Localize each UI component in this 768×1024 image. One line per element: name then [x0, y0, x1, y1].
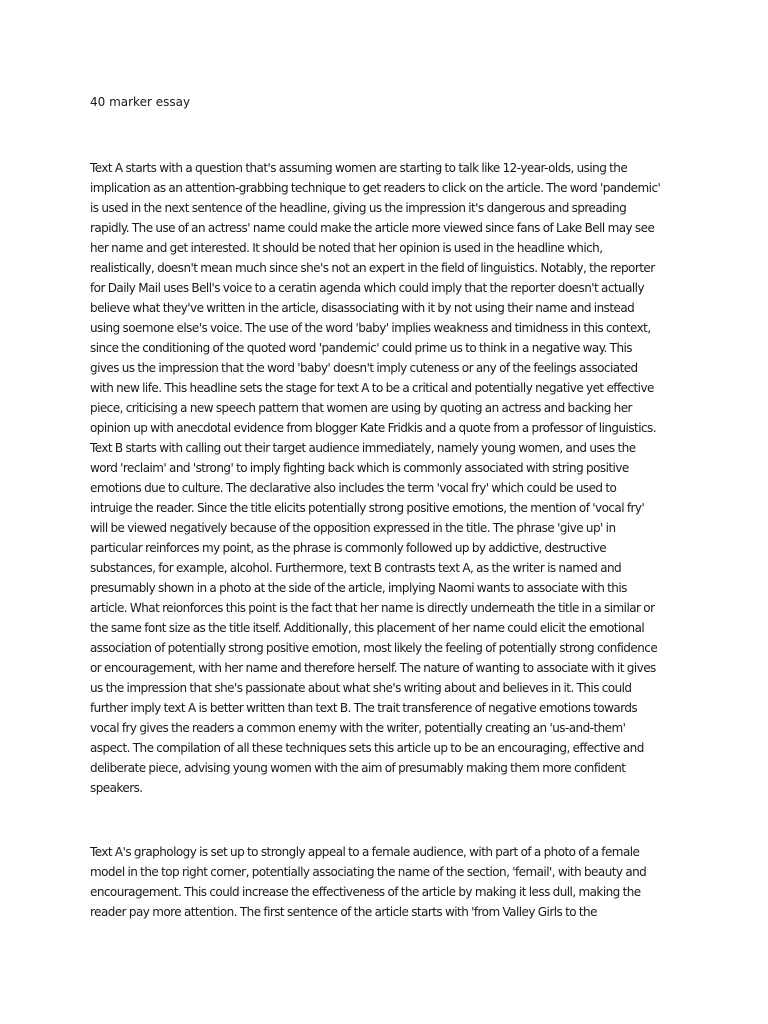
- paragraph-line: Text A's graphology is set up to strongly appeal to a female audience, with part of a photo of a female: [90, 845, 640, 859]
- paragraph-line: realistically, doesn't mean much since she's not an expert in the field of linguistics. Notably, the reporter: [90, 261, 655, 275]
- paragraph-line: piece, criticising a new speech pattern that women are using by quoting an actress and backing her: [90, 401, 632, 415]
- paragraph-line: or encouragement, with her name and therefore herself. The nature of wanting to associate with it gives: [90, 661, 656, 675]
- paragraph-line: word 'reclaim' and 'strong' to imply fighting back which is commonly associated with string positive: [90, 461, 629, 475]
- paragraph-line: particular reinforces my point, as the phrase is commonly followed up by addictive, destructive: [90, 541, 607, 555]
- paragraph-line: using soemone else's voice. The use of the word 'baby' implies weakness and timidness in this context,: [90, 321, 651, 335]
- paragraph-line: reader pay more attention. The first sentence of the article starts with 'from Valley Girls to the: [90, 905, 597, 919]
- paragraph-line: implication as an attention-grabbing technique to get readers to click on the article. The word 'pandemic': [90, 181, 661, 195]
- document-title: 40 marker essay: [90, 95, 191, 109]
- paragraph-line: intruige the reader. Since the title elicits potentially strong positive emotions, the mention of 'vocal fry': [90, 501, 645, 515]
- paragraph-line: for Daily Mail uses Bell's voice to a ceratin agenda which could imply that the reporter doesn't actually: [90, 281, 645, 295]
- paragraph-line: association of potentially strong positive emotion, most likely the feeling of potentially strong confidence: [90, 641, 658, 655]
- paragraph-line: Text B starts with calling out their target audience immediately, namely young women, and uses the: [90, 441, 636, 455]
- paragraph-line: believe what they've written in the article, disassociating with it by not using their name and instead: [90, 301, 635, 315]
- paragraph-line: further imply text A is better written than text B. The trait transference of negative emotions towards: [90, 701, 638, 715]
- paragraph-line: Text A starts with a question that's assuming women are starting to talk like 12-year-olds, using the: [90, 161, 628, 175]
- paragraph-line: is used in the next sentence of the headline, giving us the impression it's dangerous and spreading: [90, 201, 627, 215]
- paragraph-line: speakers.: [90, 781, 143, 795]
- paragraph-line: encouragement. This could increase the effectiveness of the article by making it less dull, making the: [90, 885, 641, 899]
- paragraph-line: model in the top right corner, potentially associating the name of the section, 'femail', with beauty and: [90, 865, 647, 879]
- paragraph-line: since the conditioning of the quoted word 'pandemic' could prime us to think in a negative way. This: [90, 341, 632, 355]
- paragraph-line: article. What reionforces this point is the fact that her name is directly underneath the title in a similar or: [90, 601, 655, 615]
- paragraph-line: gives us the impression that the word 'baby' doesn't imply cuteness or any of the feelings associated: [90, 361, 638, 375]
- paragraph-line: aspect. The compilation of all these techniques sets this article up to be an encouraging, effective and: [90, 741, 644, 755]
- paragraph-line: with new life. This headline sets the stage for text A to be a critical and potentially negative yet effective: [90, 381, 654, 395]
- paragraph-line: vocal fry gives the readers a common enemy with the writer, potentially creating an 'us-and-them': [90, 721, 626, 735]
- paragraph-line: opinion up with anecdotal evidence from blogger Kate Fridkis and a quote from a professor of linguistics.: [90, 421, 656, 435]
- paragraph-line: her name and get interested. It should be noted that her opinion is used in the headline which,: [90, 241, 603, 255]
- paragraph-line: presumably shown in a photo at the side of the article, implying Naomi wants to associate with this: [90, 581, 627, 595]
- paragraph-line: rapidly. The use of an actress' name could make the article more viewed since fans of Lake Bell may see: [90, 221, 655, 235]
- paragraph-line: us the impression that she's passionate about what she's writing about and believes in it. This could: [90, 681, 632, 695]
- essay-paragraph: [90, 158, 690, 798]
- paragraph-line: the same font size as the title itself. Additionally, this placement of her name could elicit the emotional: [90, 621, 645, 635]
- paragraph-line: substances, for example, alcohol. Furthermore, text B contrasts text A, as the writer is named and: [90, 561, 622, 575]
- paragraph-line: will be viewed negatively because of the opposition expressed in the title. The phrase 'give up' in: [90, 521, 616, 535]
- essay-paragraph: [90, 842, 690, 922]
- paragraph-line: deliberate piece, advising young women with the aim of presumably making them more confident: [90, 761, 626, 775]
- paragraph-line: emotions due to culture. The declarative also includes the term 'vocal fry' which could be used to: [90, 481, 617, 495]
